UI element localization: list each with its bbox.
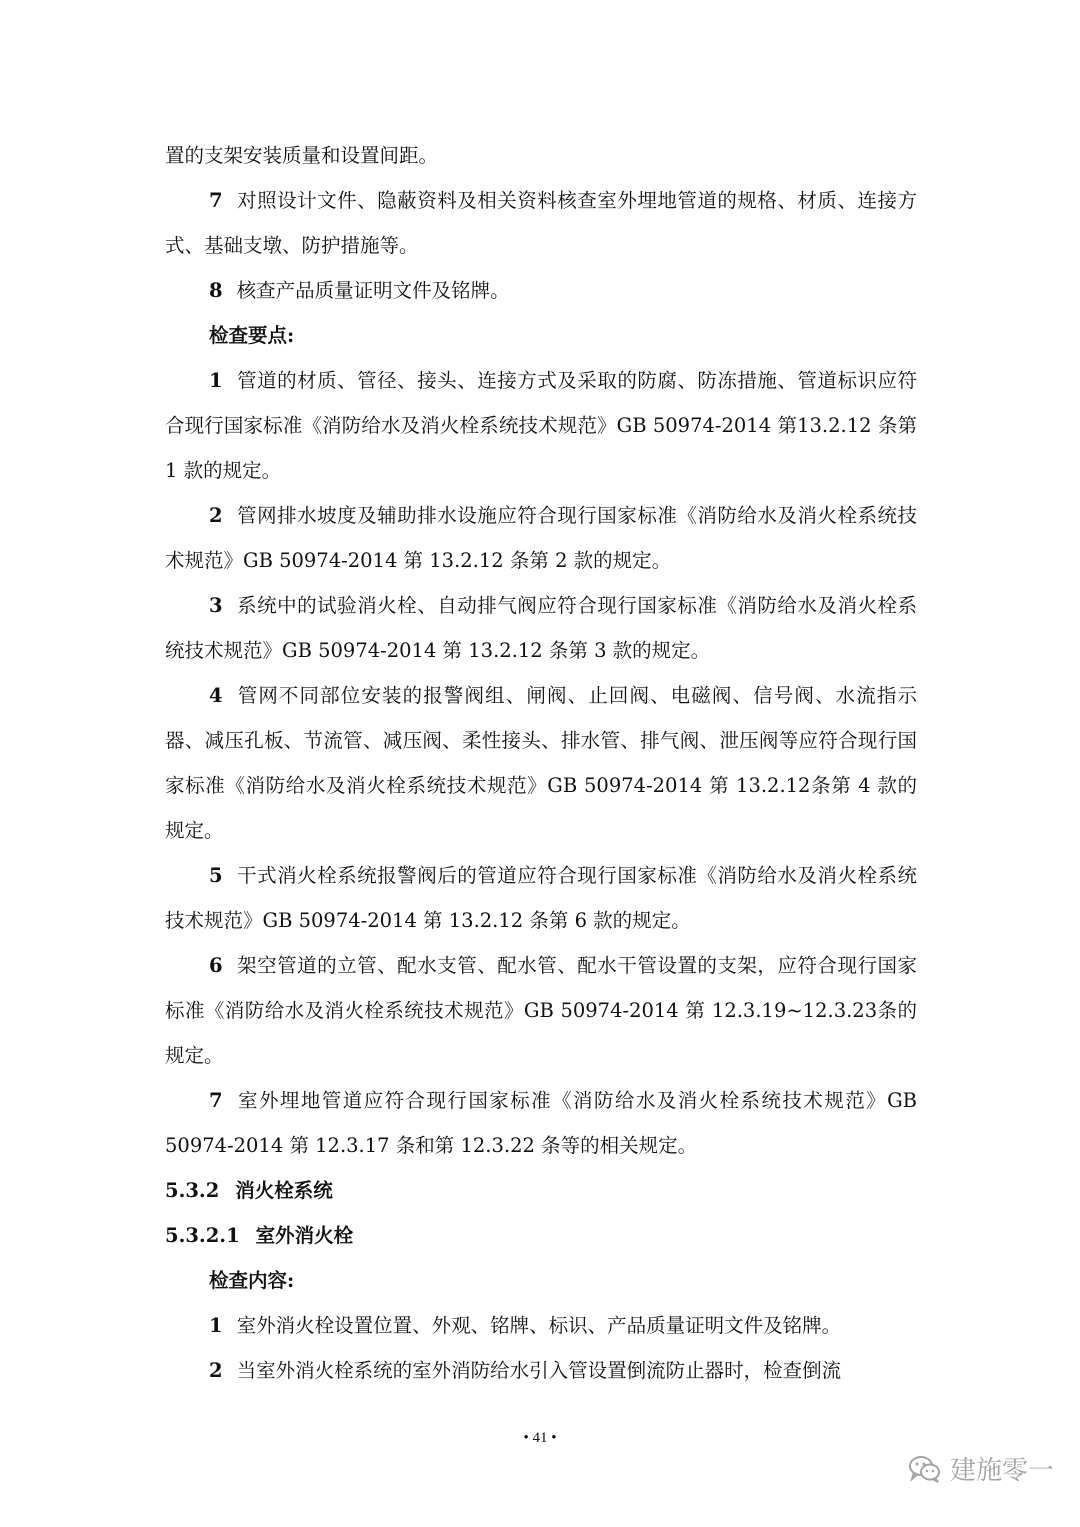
item-text: 核查产品质量证明文件及铭牌。: [236, 279, 510, 302]
subsection-heading: [165, 1213, 917, 1258]
item-number: 2: [209, 1359, 223, 1382]
item-text: 管网排水坡度及辅助排水设施应符合现行国家标准《消防给水及消火栓系统技术规范》GB 50974-2014 第 13.2.12 条第 2 款的规定。: [165, 504, 917, 572]
check-point-item: [165, 943, 917, 1078]
item-text: 当室外消火栓系统的室外消防给水引入管设置倒流防止器时，检查倒流: [236, 1359, 842, 1382]
item-text: 系统中的试验消火栓、自动排气阀应符合现行国家标准《消防给水及消火栓系统技术规范》GB 50974-2014 第 13.2.12 条第 3 款的规定。: [165, 594, 917, 662]
item-number: 4: [209, 684, 223, 707]
item-text: 干式消火栓系统报警阀后的管道应符合现行国家标准《消防给水及消火栓系统技术规范》GB 50974-2014 第 13.2.12 条第 6 款的规定。: [165, 864, 917, 932]
document-body: [165, 133, 917, 1393]
item-number: 5: [209, 864, 223, 887]
item-number: 2: [209, 504, 223, 527]
item-number: 1: [209, 1314, 223, 1337]
watermark-text: 建施零一: [949, 1456, 1054, 1486]
check-content-heading: 检查内容:: [209, 1269, 295, 1292]
item-text: 管网不同部位安装的报警阀组、闸阀、止回阀、电磁阀、信号阀、水流指示器、减压孔板、节流管、减压阀、柔性接头、排水管、排气阀、泄压阀等应符合现行国家标准《消防给水及消火栓系统技术规范》GB 50974-2014 第 13.2.12条第 4 款的规定。: [165, 684, 917, 842]
check-point-item: [165, 853, 917, 943]
watermark: [908, 1450, 1054, 1487]
section-heading: [165, 1168, 917, 1213]
item-number: 1: [209, 369, 223, 392]
check-point-item: [165, 493, 917, 583]
item-number: 8: [209, 279, 223, 302]
section-title: 消火栓系统: [235, 1179, 333, 1202]
check-content-item: [165, 1348, 917, 1393]
paragraph-item: [165, 268, 917, 313]
check-point-item: [165, 673, 917, 853]
subsection-title: 室外消火栓: [255, 1224, 354, 1247]
item-text: 对照设计文件、隐蔽资料及相关资料核查室外埋地管道的规格、材质、连接方式、基础支墩、防护措施等。: [165, 189, 917, 257]
page-number: • 41 •: [523, 1430, 557, 1446]
item-number: 3: [209, 594, 223, 617]
item-number: 7: [209, 189, 223, 212]
check-point-item: [165, 1078, 917, 1168]
item-number: 7: [209, 1089, 223, 1112]
item-text: 管道的材质、管径、接头、连接方式及采取的防腐、防冻措施、管道标识应符合现行国家标准《消防给水及消火栓系统技术规范》GB 50974-2014 第13.2.12 条第 1 款的规定。: [165, 369, 917, 482]
check-point-item: [165, 358, 917, 493]
check-point-item: [165, 583, 917, 673]
check-content-item: [165, 1303, 917, 1348]
paragraph-continuation: 置的支架安装质量和设置间距。: [165, 144, 439, 167]
check-points-heading: 检查要点:: [209, 324, 295, 347]
item-text: 室外消火栓设置位置、外观、铭牌、标识、产品质量证明文件及铭牌。: [236, 1314, 842, 1337]
item-number: 6: [209, 954, 223, 977]
section-number: 5.3.2: [165, 1179, 220, 1202]
wechat-icon: [908, 1454, 942, 1484]
subsection-number: 5.3.2.1: [165, 1224, 240, 1247]
paragraph-item: [165, 178, 917, 268]
item-text: 架空管道的立管、配水支管、配水管、配水干管设置的支架，应符合现行国家标准《消防给水及消火栓系统技术规范》GB 50974-2014 第 12.3.19~12.3.23条的规定。: [165, 954, 917, 1067]
item-text: 室外埋地管道应符合现行国家标准《消防给水及消火栓系统技术规范》GB 50974-2014 第 12.3.17 条和第 12.3.22 条等的相关规定。: [165, 1089, 917, 1157]
